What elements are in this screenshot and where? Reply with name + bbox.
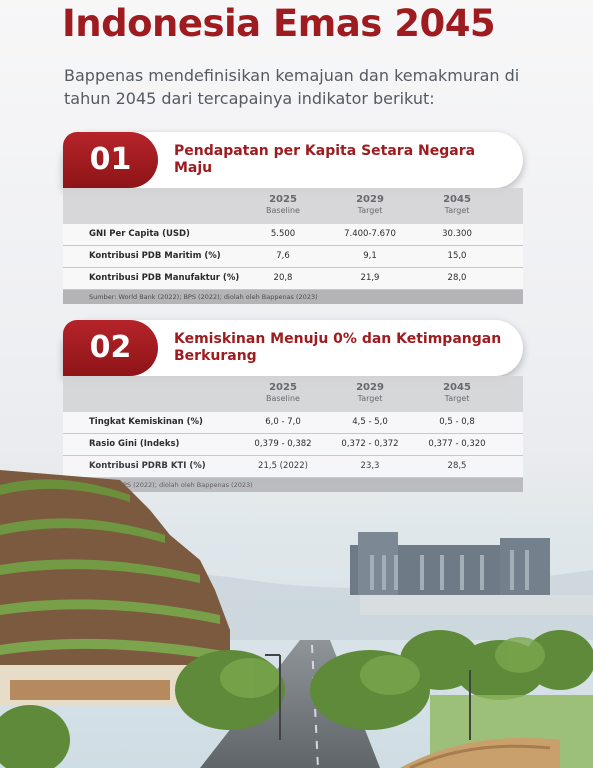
cell-2045: 15,0 xyxy=(447,251,467,261)
column-header-2029: 2029 Target xyxy=(356,194,384,215)
cell-2029: 4,5 - 5,0 xyxy=(352,417,388,427)
page-title: Indonesia Emas 2045 xyxy=(62,2,496,45)
column-header-2025: 2025 Baseline xyxy=(266,194,300,215)
cell-2025: 6,0 - 7,0 xyxy=(265,417,301,427)
table-row xyxy=(63,268,523,290)
cell-2045: 30.300 xyxy=(442,229,472,239)
cell-2045: 0,5 - 0,8 xyxy=(439,417,475,427)
city-illustration xyxy=(0,440,593,768)
section-title: Kemiskinan Menuju 0% dan Ketimpangan Berkurang xyxy=(174,331,502,364)
cell-2025: 7,6 xyxy=(276,251,290,261)
table-row xyxy=(63,246,523,268)
table-header xyxy=(63,188,523,224)
table-row xyxy=(63,412,523,434)
cell-2029: 21,9 xyxy=(360,273,380,283)
column-header-2029: 2029 Target xyxy=(356,382,384,403)
row-label: Tingkat Kemiskinan (%) xyxy=(89,417,203,427)
column-header-2045: 2045 Target xyxy=(443,382,471,403)
column-header-2045: 2045 Target xyxy=(443,194,471,215)
section-number: 02 xyxy=(63,320,158,376)
row-label: Kontribusi PDB Manufaktur (%) xyxy=(89,273,240,283)
section-header xyxy=(63,132,523,188)
table-row xyxy=(63,224,523,246)
row-label: GNI Per Capita (USD) xyxy=(89,229,190,239)
cell-2025: 20,8 xyxy=(273,273,293,283)
cell-2045: 28,0 xyxy=(447,273,467,283)
section-title: Pendapatan per Kapita Setara Negara Maju xyxy=(174,143,476,176)
indicator-section-1 xyxy=(63,132,523,304)
column-header-2025: 2025 Baseline xyxy=(266,382,300,403)
section-header xyxy=(63,320,523,376)
intro-text: Bappenas mendefinisikan kemajuan dan kemakmuran di tahun 2045 dari tercapainya indikator berikut: xyxy=(64,66,520,108)
section-number: 01 xyxy=(63,132,158,188)
cell-2029: 9,1 xyxy=(363,251,377,261)
row-label: Kontribusi PDB Maritim (%) xyxy=(89,251,221,261)
cell-2025: 5.500 xyxy=(270,229,296,239)
table-header xyxy=(63,376,523,412)
cell-2029: 7.400-7.670 xyxy=(344,229,396,239)
source-note: Sumber: World Bank (2022); BPS (2022); diolah oleh Bappenas (2023) xyxy=(63,290,523,304)
